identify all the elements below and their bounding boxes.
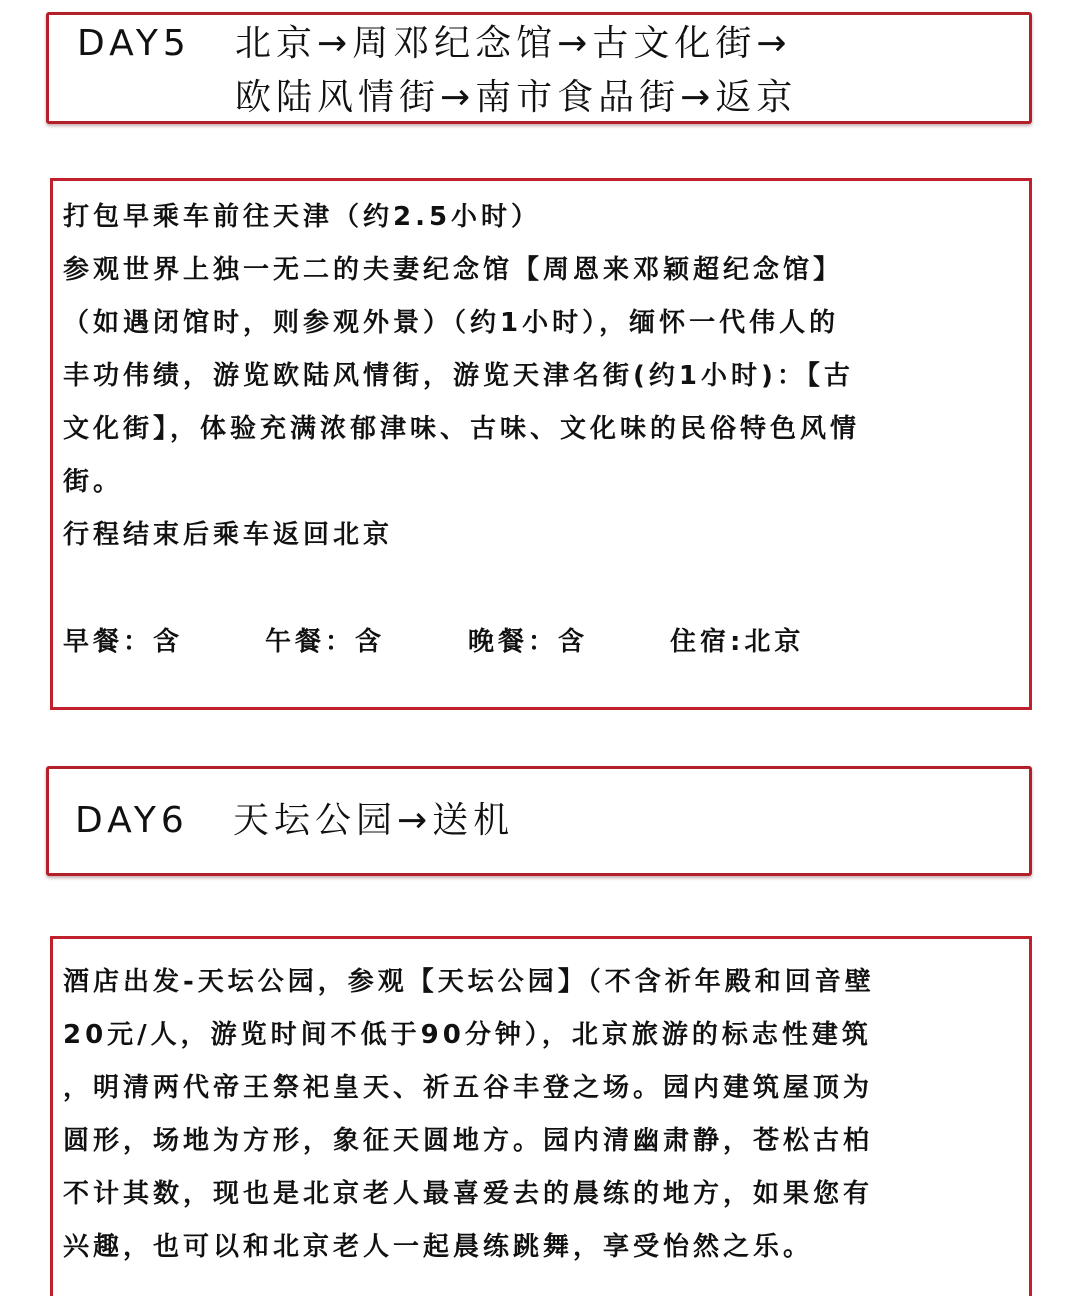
day6-desc-line: 20元/人，游览时间不低于90分钟），北京旅游的标志性建筑	[63, 1020, 872, 1050]
lodging-info: 住宿:北京	[670, 627, 805, 657]
day5-route-line1: 北京→周邓纪念馆→古文化街→	[235, 23, 792, 64]
day6-route: 天坛公园→送机	[233, 800, 515, 841]
day6-desc-line: 不计其数，现也是北京老人最喜爱去的晨练的地方，如果您有	[63, 1179, 874, 1209]
day5-desc-line: 文化街】，体验充满浓郁津味、古味、文化味的民俗特色风情	[63, 414, 861, 444]
day6-desc-line: 圆形，场地为方形，象征天圆地方。园内清幽肃静，苍松古柏	[63, 1126, 874, 1156]
day6-desc-line: 兴趣，也可以和北京老人一起晨练跳舞，享受怡然之乐。	[63, 1232, 814, 1262]
day6-desc-line: ，明清两代帝王祭祀皇天、祈五谷丰登之场。园内建筑屋顶为	[63, 1073, 874, 1103]
lunch-info: 午餐：含	[265, 627, 386, 657]
day5-route-line2: 欧陆风情街→南市食品街→返京	[235, 77, 798, 118]
day6-content-box	[50, 936, 1032, 1296]
breakfast-info: 早餐：含	[63, 627, 184, 657]
day5-desc-line: 参观世界上独一无二的夫妻纪念馆【周恩来邓颖超纪念馆】	[63, 255, 844, 285]
day5-desc-line: 打包早乘车前往天津（约2.5小时）	[63, 202, 542, 232]
day5-label: DAY5	[77, 23, 191, 64]
day6-label: DAY6	[75, 800, 189, 841]
day5-desc-line: 街。	[63, 467, 124, 497]
day6-header	[46, 766, 1032, 876]
day5-header	[46, 12, 1032, 124]
day6-desc-line: 酒店出发-天坛公园，参观【天坛公园】（不含祈年殿和回音壁	[63, 967, 875, 997]
day5-desc-line: 丰功伟绩，游览欧陆风情街，游览天津名街(约1小时)：【古	[63, 361, 854, 391]
day5-content-box	[50, 178, 1032, 710]
day5-desc-line: （如遇闭馆时，则参观外景）（约1小时），缅怀一代伟人的	[63, 308, 840, 338]
dinner-info: 晚餐：含	[468, 627, 589, 657]
day5-desc-line: 行程结束后乘车返回北京	[63, 520, 394, 550]
